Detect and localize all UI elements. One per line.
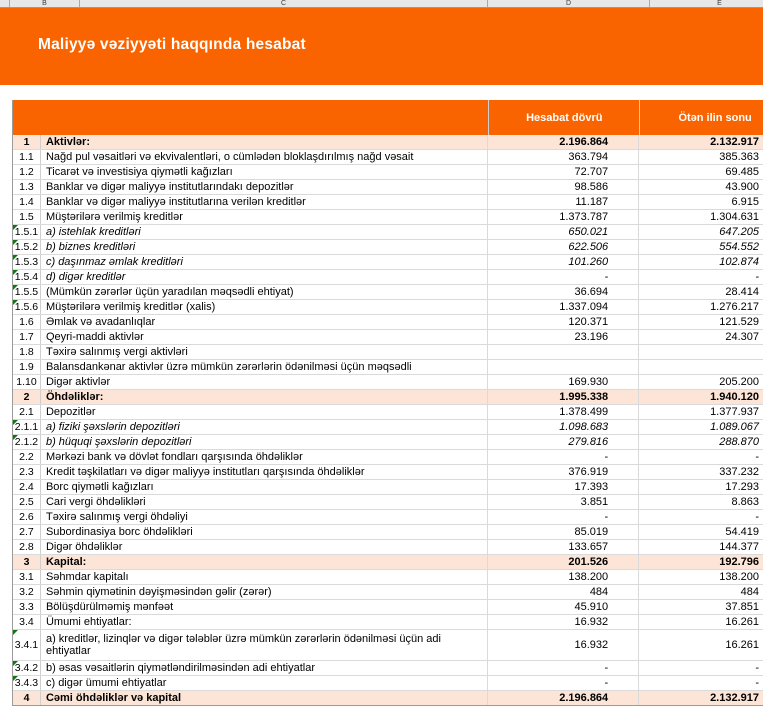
row-label-cell[interactable]: b) əsas vəsaitlərin qiymətləndirilməsindən adi ehtiyatlar: [41, 661, 488, 675]
row-num: 3.3: [19, 600, 34, 613]
row-label-cell[interactable]: c) daşınmaz əmlak kreditləri: [41, 255, 488, 269]
comment-marker-icon: [13, 300, 18, 305]
value-cell-previous-year[interactable]: 102.874: [639, 255, 763, 269]
row-num: 1.10: [16, 375, 37, 388]
value-cell-previous-year[interactable]: -: [639, 510, 763, 524]
table-body: [13, 135, 763, 706]
table-row: [13, 480, 763, 495]
row-label-cell[interactable]: Aktivlər:: [41, 135, 488, 149]
column-header-c[interactable]: C: [80, 0, 488, 7]
table-row: [13, 555, 763, 570]
table-row: [13, 195, 763, 210]
value-cell-current-period[interactable]: 484: [488, 585, 639, 599]
value-cell-previous-year[interactable]: 17.293: [639, 480, 763, 494]
value-cell-current-period[interactable]: 1.098.683: [488, 420, 639, 434]
table-row: [13, 510, 763, 525]
row-num: 3.2: [19, 585, 34, 598]
row-label-cell[interactable]: Digər aktivlər: [41, 375, 488, 389]
column-header-corner[interactable]: [0, 0, 10, 7]
row-num: 1.5.5: [14, 285, 39, 298]
row-num: 1.9: [19, 360, 34, 373]
value-cell-previous-year[interactable]: 6.915: [639, 195, 763, 209]
value-cell-previous-year[interactable]: [639, 360, 763, 374]
row-num-cell[interactable]: [13, 285, 41, 299]
value-cell-current-period[interactable]: 169.930: [488, 375, 639, 389]
value-cell-current-period[interactable]: -: [488, 510, 639, 524]
table-row: [13, 150, 763, 165]
header-num-cell[interactable]: [13, 100, 41, 135]
value-cell-current-period[interactable]: 363.794: [488, 150, 639, 164]
table-row: [13, 135, 763, 150]
table-row: [13, 255, 763, 270]
value-cell-previous-year[interactable]: -: [639, 676, 763, 690]
value-cell-previous-year[interactable]: 1.276.217: [639, 300, 763, 314]
value-cell-previous-year[interactable]: 192.796: [639, 555, 763, 569]
row-num-cell[interactable]: [13, 676, 41, 690]
row-num-cell[interactable]: [13, 630, 41, 660]
table-row: [13, 300, 763, 315]
row-num: 1.5.2: [14, 240, 39, 253]
row-num: 2.1: [19, 405, 34, 418]
comment-marker-icon: [13, 255, 18, 260]
value-cell-current-period[interactable]: 133.657: [488, 540, 639, 554]
row-num-cell[interactable]: [13, 330, 41, 344]
row-label-cell[interactable]: Subordinasiya borc öhdəlikləri: [41, 525, 488, 539]
row-label-cell[interactable]: Səhmdar kapitalı: [41, 570, 488, 584]
table-row: [13, 240, 763, 255]
row-num-cell[interactable]: [13, 465, 41, 479]
table-row: [13, 315, 763, 330]
table-row: [13, 495, 763, 510]
value-cell-current-period[interactable]: 120.371: [488, 315, 639, 329]
value-cell-previous-year[interactable]: 138.200: [639, 570, 763, 584]
table-row: [13, 360, 763, 375]
table-row: [13, 405, 763, 420]
value-cell-current-period[interactable]: 138.200: [488, 570, 639, 584]
value-cell-current-period[interactable]: 1.337.094: [488, 300, 639, 314]
value-cell-previous-year[interactable]: 647.205: [639, 225, 763, 239]
value-cell-previous-year[interactable]: 8.863: [639, 495, 763, 509]
value-cell-previous-year[interactable]: 385.363: [639, 150, 763, 164]
row-num-cell[interactable]: [13, 420, 41, 434]
comment-marker-icon: [13, 240, 18, 245]
value-cell-current-period[interactable]: 85.019: [488, 525, 639, 539]
value-cell-current-period[interactable]: 23.196: [488, 330, 639, 344]
value-cell-previous-year[interactable]: 1.377.937: [639, 405, 763, 419]
value-cell-current-period[interactable]: 36.694: [488, 285, 639, 299]
value-cell-current-period[interactable]: [488, 360, 639, 374]
table-row: [13, 615, 763, 630]
row-label-cell[interactable]: b) biznes kreditləri: [41, 240, 488, 254]
row-num: 3.4.1: [14, 638, 39, 651]
value-cell-current-period[interactable]: 101.260: [488, 255, 639, 269]
table-row: [13, 165, 763, 180]
table-row: [13, 661, 763, 676]
row-label-cell[interactable]: Mərkəzi bank və dövlət fondları qarşısında öhdəliklər: [41, 450, 488, 464]
report-banner[interactable]: [0, 8, 763, 85]
value-cell-current-period[interactable]: 11.187: [488, 195, 639, 209]
value-cell-previous-year[interactable]: 28.414: [639, 285, 763, 299]
table-row: [13, 676, 763, 691]
row-label-cell[interactable]: b) hüquqi şəxslərin depozitləri: [41, 435, 488, 449]
value-cell-previous-year[interactable]: 121.529: [639, 315, 763, 329]
value-cell-previous-year[interactable]: 288.870: [639, 435, 763, 449]
value-cell-previous-year[interactable]: 337.232: [639, 465, 763, 479]
value-cell-previous-year[interactable]: 205.200: [639, 375, 763, 389]
table-row: [13, 180, 763, 195]
row-num: 1.5.6: [14, 300, 39, 313]
row-label-cell[interactable]: Qeyri-maddi aktivlər: [41, 330, 488, 344]
row-num-cell[interactable]: [13, 570, 41, 584]
row-label-cell[interactable]: Kredit təşkilatları və digər maliyyə institutları qarşısında öhdəliklər: [41, 465, 488, 479]
row-label-cell[interactable]: Müştərilərə verilmiş kreditlər: [41, 210, 488, 224]
row-num-cell[interactable]: [13, 180, 41, 194]
row-num-cell[interactable]: [13, 300, 41, 314]
value-cell-current-period[interactable]: [488, 345, 639, 359]
value-cell-previous-year[interactable]: -: [639, 450, 763, 464]
table-row: [13, 600, 763, 615]
value-cell-current-period[interactable]: -: [488, 270, 639, 284]
value-cell-previous-year[interactable]: 144.377: [639, 540, 763, 554]
row-label-cell[interactable]: Banklar və digər maliyyə institutlarındakı depozitlər: [41, 180, 488, 194]
table-row: [13, 450, 763, 465]
row-label-cell[interactable]: Ümumi ehtiyatlar:: [41, 615, 488, 629]
value-cell-previous-year[interactable]: [639, 345, 763, 359]
row-num: 2.6: [19, 510, 34, 523]
header-reporting-period[interactable]: Hesabat dövrü: [488, 100, 639, 135]
comment-marker-icon: [13, 420, 18, 425]
value-cell-previous-year[interactable]: 1.940.120: [639, 390, 763, 404]
row-num: 3.4: [19, 615, 34, 628]
value-cell-previous-year[interactable]: 43.900: [639, 180, 763, 194]
row-num-cell[interactable]: [13, 225, 41, 239]
value-cell-previous-year[interactable]: 1.089.067: [639, 420, 763, 434]
value-cell-current-period[interactable]: 17.393: [488, 480, 639, 494]
comment-marker-icon: [13, 630, 18, 635]
value-cell-current-period[interactable]: 650.021: [488, 225, 639, 239]
row-num-cell[interactable]: [13, 195, 41, 209]
row-label-cell[interactable]: a) istehlak kreditləri: [41, 225, 488, 239]
row-num-cell[interactable]: [13, 661, 41, 675]
row-num: 2.1.1: [14, 420, 39, 433]
row-num: 2.3: [19, 465, 34, 478]
table-row: [13, 691, 763, 706]
value-cell-previous-year[interactable]: 16.261: [639, 630, 763, 660]
value-cell-previous-year[interactable]: 554.552: [639, 240, 763, 254]
row-num-cell[interactable]: [13, 255, 41, 269]
row-num-cell[interactable]: [13, 240, 41, 254]
comment-marker-icon: [13, 225, 18, 230]
value-cell-previous-year[interactable]: 16.261: [639, 615, 763, 629]
row-label-cell[interactable]: Nağd pul vəsaitləri və ekvivalentləri, o cümlədən bloklaşdırılmış nağd vəsait: [41, 150, 488, 164]
value-cell-current-period[interactable]: 16.932: [488, 615, 639, 629]
row-label-cell[interactable]: Borc qiymətli kağızları: [41, 480, 488, 494]
value-cell-previous-year[interactable]: 1.304.631: [639, 210, 763, 224]
table-row: [13, 420, 763, 435]
table-row: [13, 225, 763, 240]
value-cell-previous-year[interactable]: 2.132.917: [639, 135, 763, 149]
row-num: 2.4: [19, 480, 34, 493]
row-num: 1.5.1: [14, 225, 39, 238]
value-cell-current-period[interactable]: 1.373.787: [488, 210, 639, 224]
table-row: [13, 285, 763, 300]
value-cell-current-period[interactable]: 98.586: [488, 180, 639, 194]
row-num: 2: [23, 390, 30, 403]
column-header-strip: [0, 0, 763, 8]
value-cell-previous-year[interactable]: 37.851: [639, 600, 763, 614]
value-cell-current-period[interactable]: 2.196.864: [488, 691, 639, 705]
value-cell-current-period[interactable]: 72.707: [488, 165, 639, 179]
row-num-cell[interactable]: [13, 405, 41, 419]
value-cell-current-period[interactable]: -: [488, 450, 639, 464]
row-label-cell[interactable]: a) fiziki şəxslərin depozitləri: [41, 420, 488, 434]
table-row: [13, 585, 763, 600]
row-label-cell[interactable]: Cəmi öhdəliklər və kapital: [41, 691, 488, 705]
row-num: 2.1.2: [14, 435, 39, 448]
column-header-e[interactable]: E: [650, 0, 763, 7]
table-row: [13, 540, 763, 555]
row-num: 4: [23, 691, 30, 704]
table-row: [13, 270, 763, 285]
row-num: 1.4: [19, 195, 34, 208]
financial-statement-table: [12, 100, 763, 706]
row-num: 2.5: [19, 495, 34, 508]
row-num: 3.1: [19, 570, 34, 583]
page-title: Maliyyə vəziyyəti haqqında hesabat: [38, 36, 306, 53]
table-row: [13, 630, 763, 661]
row-num: 2.8: [19, 540, 34, 553]
row-label-cell[interactable]: Təxirə salınmış vergi aktivləri: [41, 345, 488, 359]
value-cell-previous-year[interactable]: 484: [639, 585, 763, 599]
table-row: [13, 390, 763, 405]
header-end-of-last-year[interactable]: Ötən ilin sonu: [639, 100, 763, 135]
row-label-cell[interactable]: Təxirə salınmış vergi öhdəliyi: [41, 510, 488, 524]
row-num-cell[interactable]: [13, 390, 41, 404]
row-label-cell[interactable]: Kapital:: [41, 555, 488, 569]
row-num-cell[interactable]: [13, 450, 41, 464]
comment-marker-icon: [13, 435, 18, 440]
row-num-cell[interactable]: [13, 210, 41, 224]
row-num-cell[interactable]: [13, 615, 41, 629]
table-row: [13, 330, 763, 345]
value-cell-current-period[interactable]: -: [488, 661, 639, 675]
row-num-cell[interactable]: [13, 270, 41, 284]
column-header-d[interactable]: D: [488, 0, 650, 7]
row-num: 1.5: [19, 210, 34, 223]
row-num-cell[interactable]: [13, 315, 41, 329]
row-label-cell[interactable]: Depozitlər: [41, 405, 488, 419]
row-num: 1.3: [19, 180, 34, 193]
row-num-cell[interactable]: [13, 165, 41, 179]
row-num-cell[interactable]: [13, 510, 41, 524]
row-num-cell[interactable]: [13, 135, 41, 149]
row-num-cell[interactable]: [13, 691, 41, 705]
comment-marker-icon: [13, 285, 18, 290]
row-label-cell[interactable]: d) digər kreditlər: [41, 270, 488, 284]
row-num-cell[interactable]: [13, 360, 41, 374]
value-cell-previous-year[interactable]: 24.307: [639, 330, 763, 344]
value-cell-current-period[interactable]: -: [488, 676, 639, 690]
value-cell-current-period[interactable]: 16.932: [488, 630, 639, 660]
value-cell-current-period[interactable]: 45.910: [488, 600, 639, 614]
table-row: [13, 210, 763, 225]
column-header-b[interactable]: B: [10, 0, 80, 7]
row-label-cell[interactable]: Ticarət və investisiya qiymətli kağızları: [41, 165, 488, 179]
value-cell-current-period[interactable]: 2.196.864: [488, 135, 639, 149]
row-num-cell[interactable]: [13, 585, 41, 599]
table-row: [13, 345, 763, 360]
row-num-cell[interactable]: [13, 435, 41, 449]
row-num-cell[interactable]: [13, 525, 41, 539]
header-label-cell[interactable]: [41, 100, 488, 135]
value-cell-current-period[interactable]: 1.378.499: [488, 405, 639, 419]
row-num: 1.8: [19, 345, 34, 358]
table-row: [13, 525, 763, 540]
row-label-cell[interactable]: Müştərilərə verilmiş kreditlər (xalis): [41, 300, 488, 314]
row-num-cell[interactable]: [13, 600, 41, 614]
row-num: 1: [23, 135, 30, 148]
row-num: 3: [23, 555, 30, 568]
row-label-cell[interactable]: (Mümkün zərərlər üçün yaradılan məqsədli ehtiyat): [41, 285, 488, 299]
row-num: 1.1: [19, 150, 34, 163]
row-label-cell[interactable]: Əmlak və avadanlıqlar: [41, 315, 488, 329]
table-header-row: [13, 100, 763, 135]
value-cell-current-period[interactable]: 376.919: [488, 465, 639, 479]
value-cell-previous-year[interactable]: 54.419: [639, 525, 763, 539]
row-num: 2.7: [19, 525, 34, 538]
table-row: [13, 570, 763, 585]
value-cell-current-period[interactable]: 1.995.338: [488, 390, 639, 404]
row-num: 2.2: [19, 450, 34, 463]
row-label-cell[interactable]: c) digər ümumi ehtiyatlar: [41, 676, 488, 690]
comment-marker-icon: [13, 676, 18, 681]
row-num: 3.4.2: [14, 661, 39, 674]
value-cell-previous-year[interactable]: -: [639, 270, 763, 284]
row-num-cell[interactable]: [13, 555, 41, 569]
row-label-cell[interactable]: Banklar və digər maliyyə institutlarına verilən kreditlər: [41, 195, 488, 209]
value-cell-previous-year[interactable]: 69.485: [639, 165, 763, 179]
value-cell-current-period[interactable]: 279.816: [488, 435, 639, 449]
value-cell-current-period[interactable]: 3.851: [488, 495, 639, 509]
row-num: 1.5.4: [14, 270, 39, 283]
row-num-cell[interactable]: [13, 540, 41, 554]
row-num-cell[interactable]: [13, 480, 41, 494]
row-label-cell[interactable]: Cari vergi öhdəlikləri: [41, 495, 488, 509]
row-label-cell[interactable]: Səhmin qiymətinin dəyişməsindən gəlir (zərər): [41, 585, 488, 599]
row-num: 1.2: [19, 165, 34, 178]
value-cell-current-period[interactable]: 201.526: [488, 555, 639, 569]
value-cell-current-period[interactable]: 622.506: [488, 240, 639, 254]
row-num: 1.6: [19, 315, 34, 328]
row-label-cell[interactable]: Balansdankənar aktivlər üzrə mümkün zərərlərin ödənilməsi üçün məqsədli: [41, 360, 488, 374]
row-num: 1.5.3: [14, 255, 39, 268]
value-cell-previous-year[interactable]: -: [639, 661, 763, 675]
row-num: 1.7: [19, 330, 34, 343]
row-num-cell[interactable]: [13, 345, 41, 359]
row-num-cell[interactable]: [13, 495, 41, 509]
table-row: [13, 435, 763, 450]
row-label-cell[interactable]: Bölüşdürülməmiş mənfəət: [41, 600, 488, 614]
table-row: [13, 375, 763, 390]
row-num-cell[interactable]: [13, 150, 41, 164]
value-cell-previous-year[interactable]: 2.132.917: [639, 691, 763, 705]
row-num-cell[interactable]: [13, 375, 41, 389]
row-label-cell[interactable]: a) kreditlər, lizinqlər və digər tələblər üzrə mümkün zərərlərin ödənilməsi üçün adi ehtiyatlar: [41, 630, 488, 660]
row-label-cell[interactable]: Digər öhdəliklər: [41, 540, 488, 554]
comment-marker-icon: [13, 270, 18, 275]
table-row: [13, 465, 763, 480]
comment-marker-icon: [13, 661, 18, 666]
row-num: 3.4.3: [14, 676, 39, 689]
row-label-cell[interactable]: Öhdəliklər:: [41, 390, 488, 404]
